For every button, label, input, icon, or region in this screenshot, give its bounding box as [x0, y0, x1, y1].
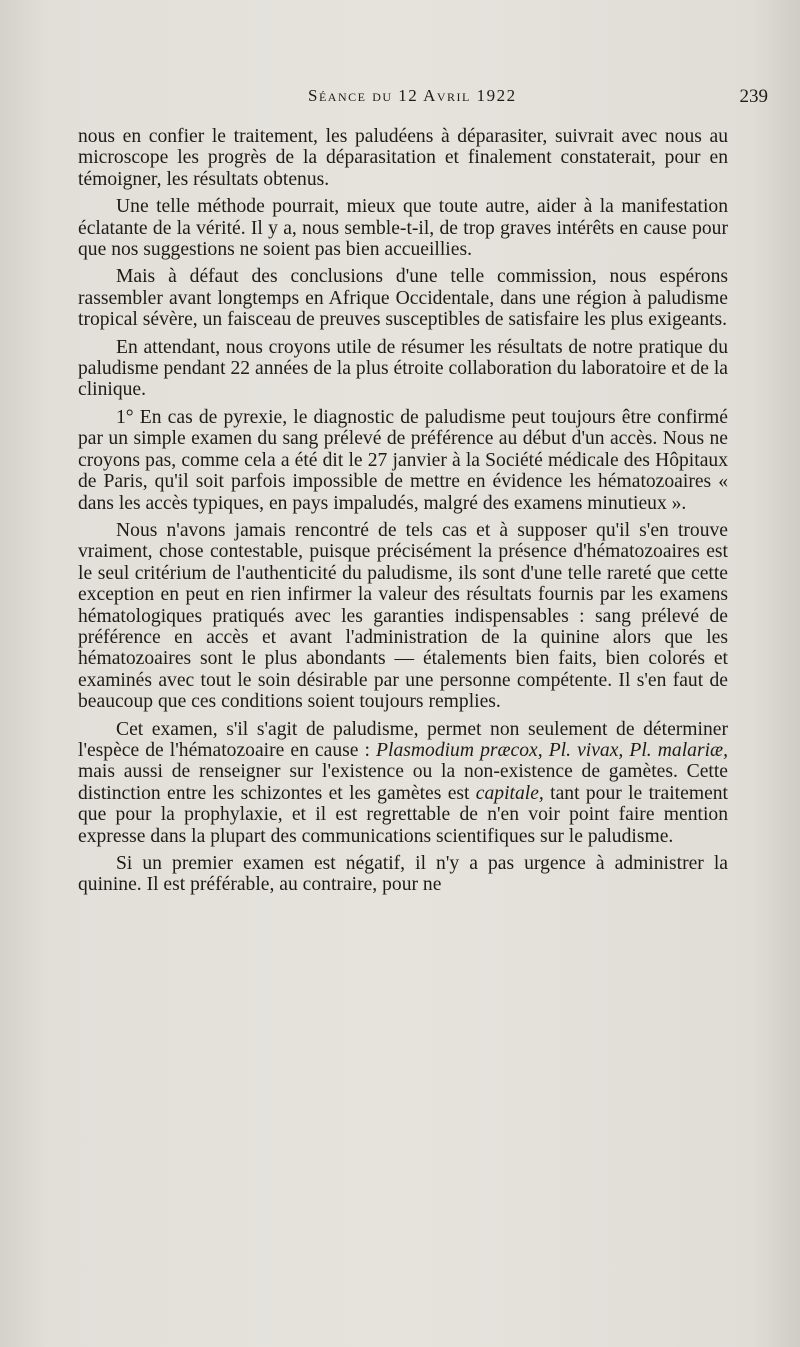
body-text: [78, 126, 728, 902]
paragraph-numbered-1: 1° En cas de pyrexie, le diagnostic de paludisme peut toujours être confirmé par un simple examen du sang prélevé de préférence au début d'un accès. Nous ne croyons pas, comme cela a été dit le 27 janvier à la Société médicale des Hôpitaux de Paris, qu'il soit parfois impossible de mettre en évidence les hématozoaires « dans les accès typiques, en pays impaludés, malgré des examens minutieux ».: [78, 406, 728, 514]
page-number: 239: [739, 86, 768, 107]
species-names: Plasmodium præcox, Pl. vivax, Pl. malariæ,: [376, 739, 728, 761]
text-run: mais aussi de renseigner sur l'existence ou la non-existence de gamètes. Cette distinction entre les schizontes et les gamètes est: [78, 761, 728, 804]
paragraph-continued: nous en confier le traitement, les paludéens à déparasiter, suivrait avec nous au microscope les progrès de la déparasitation et finalement constaterait, pour en témoigner, les résultats obtenus.: [78, 126, 728, 190]
running-header: [78, 86, 768, 116]
emphasis: capitale,: [475, 782, 544, 804]
text-run: Cet examen, s'il s'agit de paludisme, permet non seulement de déterminer l'espèce de l'hématozoaire en cause :: [78, 718, 728, 761]
paragraph: Nous n'avons jamais rencontré de tels cas et à supposer qu'il s'en trouve vraiment, chose contestable, puisque précisément la présence d'hématozoaires est le seul critérium de l'authenticité du paludisme, ils sont d'une telle rareté que cette exception en peut en rien infirmer la valeur des résultats fournis par les examens hématologiques pratiqués avec les garanties indispensables : sang prélevé de préférence en accès et avant l'administration de la quinine alors que les hématozoaires sont le plus abondants — étalements bien faits, bien colorés et examinés avec tout le soin désirable par une personne compétente. Il s'en faut de beaucoup que ces conditions soient toujours remplies.: [78, 519, 728, 713]
paragraph: Si un premier examen est négatif, il n'y a pas urgence à administrer la quinine. Il est préférable, au contraire, pour ne: [78, 853, 728, 896]
text-run: tant pour le traitement que pour la prophylaxie, et il est regrettable de n'en voir point faire mention expresse dans la plupart des communications scientifiques sur le paludisme.: [78, 782, 728, 847]
paragraph-examen: [78, 719, 728, 847]
paragraph: Une telle méthode pourrait, mieux que toute autre, aider à la manifestation éclatante de la vérité. Il y a, nous semble-t-il, de trop graves intérêts en cause pour que nos suggestions ne soient pas bien accueillies.: [78, 196, 728, 261]
paragraph: Mais à défaut des conclusions d'une telle commission, nous espérons rassembler avant longtemps en Afrique Occidentale, dans une région à paludisme tropical sévère, un faisceau de preuves susceptibles de satisfaire les plus exigeants.: [78, 266, 728, 331]
running-title: Séance du 12 Avril 1922: [308, 86, 517, 105]
paragraph: En attendant, nous croyons utile de résumer les résultats de notre pratique du paludisme pendant 22 années de la plus étroite collaboration du laboratoire et de la clinique.: [78, 336, 728, 401]
